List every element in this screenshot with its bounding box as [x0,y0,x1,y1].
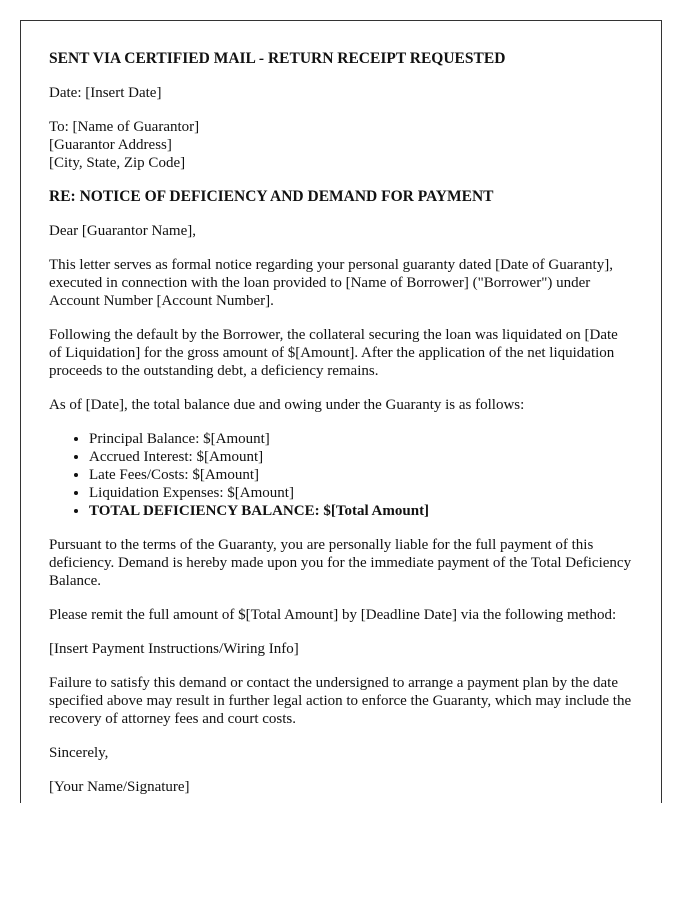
subject-line: RE: NOTICE OF DEFICIENCY AND DEMAND FOR PAYMENT [49,188,494,205]
signature-line: [Your Name/Signature] [49,779,190,795]
recipient-city-state-zip: [City, State, Zip Code] [49,155,186,171]
recipient-address: [Guarantor Address] [49,137,172,153]
balance-item-late-fees: • Late Fees/Costs: $[Amount] [89,466,633,484]
date-line: Date: [Insert Date] [49,85,162,101]
mailing-method-header: SENT VIA CERTIFIED MAIL - RETURN RECEIPT REQUESTED [49,50,506,67]
remit-paragraph: Please remit the full amount of $[Total Amount] by [Deadline Date] via the following method: [49,607,617,623]
warning-paragraph: Failure to satisfy this demand or contact the undersigned to arrange a payment plan by the date specified above may result in further legal action to enforce the Guaranty, which may include the recovery of attorney fees and court costs. [49,675,632,727]
intro-paragraph: This letter serves as formal notice regarding your personal guaranty dated [Date of Guaranty], executed in connection with the loan provided to [Name of Borrower] ("Borrower") under Account Number [Account Number]. [49,257,613,309]
balance-item-liquidation-expenses: • Liquidation Expenses: $[Amount] [89,484,633,502]
recipient-name: To: [Name of Guarantor] [49,119,200,135]
balance-item-principal: • Principal Balance: $[Amount] [89,430,633,448]
closing: Sincerely, [49,745,109,761]
salutation: Dear [Guarantor Name], [49,223,197,239]
letter-document [20,20,662,803]
balance-list [49,430,633,520]
balance-intro-paragraph: As of [Date], the total balance due and owing under the Guaranty is as follows: [49,397,525,413]
payment-instructions: [Insert Payment Instructions/Wiring Info] [49,641,299,657]
liability-paragraph: Pursuant to the terms of the Guaranty, you are personally liable for the full payment of this deficiency. Demand is hereby made upon you for the immediate payment of the Total Deficiency Balance. [49,537,632,589]
default-paragraph: Following the default by the Borrower, the collateral securing the loan was liquidated on [Date of Liquidation] for the gross amount of $[Amount]. After the application of the net liquidation proceeds to the outstanding debt, a deficiency remains. [49,327,618,379]
balance-item-interest: • Accrued Interest: $[Amount] [89,448,633,466]
recipient-block [49,118,633,172]
balance-item-total: • TOTAL DEFICIENCY BALANCE: $[Total Amount] [89,502,633,520]
